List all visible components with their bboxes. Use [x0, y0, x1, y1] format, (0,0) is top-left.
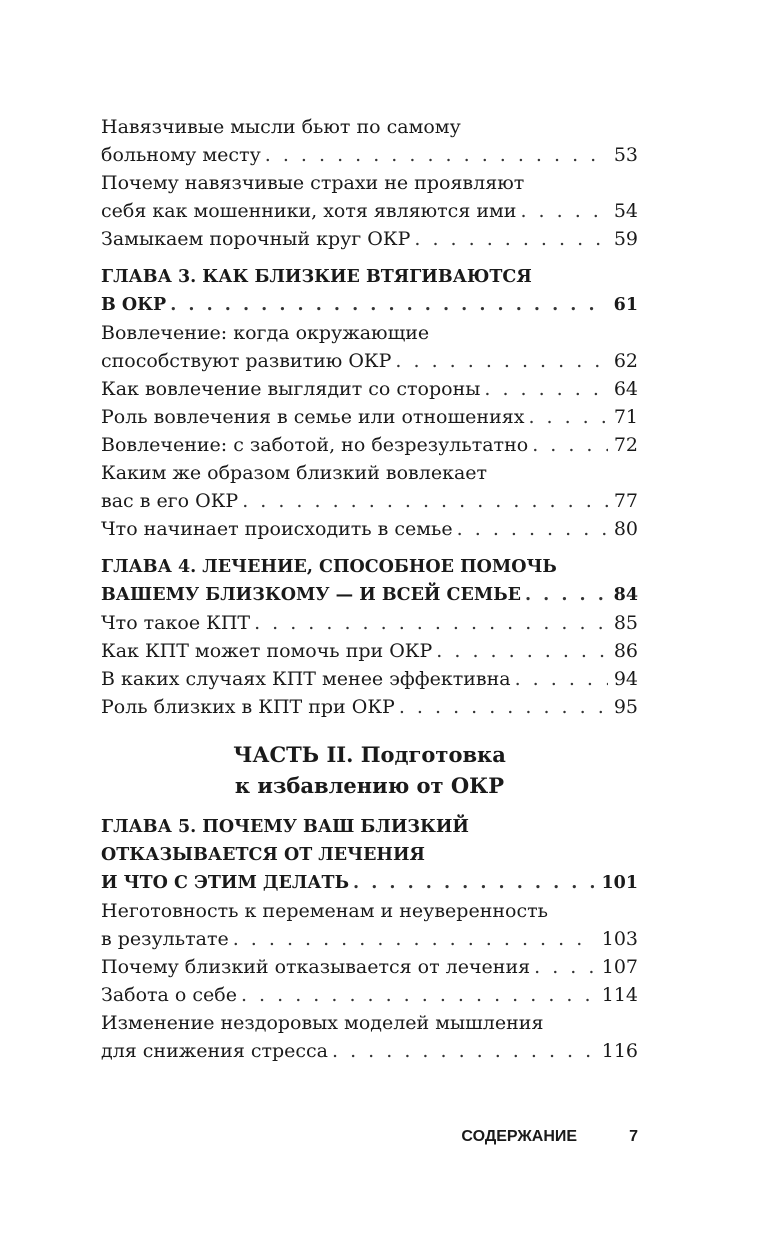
toc-entry[interactable] — [101, 113, 638, 169]
chapter-title: ОТКАЗЫВАЕТСЯ ОТ ЛЕЧЕНИЯ — [101, 845, 425, 865]
entry-title: Изменение нездоровых моделей мышления — [101, 1012, 544, 1034]
chapter-title: ГЛАВА 5. ПОЧЕМУ ВАШ БЛИЗКИЙ — [101, 817, 469, 837]
toc-entry[interactable] — [101, 897, 638, 953]
entry-title: в результате — [101, 928, 229, 950]
entry-title: Роль вовлечения в семье или отношениях — [101, 406, 525, 428]
toc-entry[interactable] — [101, 319, 638, 375]
entry-title: Что такое КПТ — [101, 612, 251, 634]
dot-leader — [436, 637, 608, 665]
dot-leader — [395, 347, 607, 375]
page-number: 84 — [613, 585, 638, 605]
toc-entry[interactable] — [101, 431, 638, 459]
toc-entry[interactable] — [101, 169, 638, 225]
dot-leader — [170, 291, 607, 319]
toc-entry[interactable] — [101, 609, 638, 637]
page-number: 72 — [613, 434, 638, 456]
dot-leader — [353, 869, 595, 897]
dot-leader — [528, 403, 607, 431]
entry-title: способствуют развитию ОКР — [101, 350, 392, 372]
entry-title: Забота о себе — [101, 984, 237, 1006]
toc-entry[interactable] — [101, 981, 638, 1009]
dot-leader — [515, 665, 608, 693]
chapter-title: И ЧТО С ЭТИМ ДЕЛАТЬ — [101, 873, 350, 893]
entry-title: себя как мошенники, хотя являются ими — [101, 200, 517, 222]
page-number: 95 — [613, 696, 638, 718]
page-number: 62 — [613, 350, 638, 372]
toc-entry[interactable] — [101, 665, 638, 693]
page-number: 77 — [613, 490, 638, 512]
page-number: 86 — [613, 640, 638, 662]
entry-title: В каких случаях КПТ менее эффективна — [101, 668, 511, 690]
entry-title: Вовлечение: с заботой, но безрезультатно — [101, 434, 529, 456]
toc-entry[interactable] — [101, 375, 638, 403]
toc-entry[interactable] — [101, 403, 638, 431]
page-number: 61 — [613, 295, 638, 315]
dot-leader — [332, 1037, 596, 1065]
page-number: 116 — [601, 1040, 638, 1062]
page-number: 59 — [613, 228, 638, 250]
entry-title: Почему близкий отказывается от лечения — [101, 956, 531, 978]
dot-leader — [414, 225, 607, 253]
page-number: 54 — [613, 200, 638, 222]
entry-title: Каким же образом близкий вовлекает — [101, 462, 488, 484]
page-number: 71 — [613, 406, 638, 428]
dot-leader — [254, 609, 608, 637]
chapter-title: ГЛАВА 3. КАК БЛИЗКИЕ ВТЯГИВАЮТСЯ — [101, 267, 532, 287]
entry-title: Замыкаем порочный круг ОКР — [101, 228, 411, 250]
dot-leader — [525, 581, 608, 609]
part-2-heading[interactable] — [101, 739, 638, 801]
entry-title: Неготовность к переменам и неуверенность — [101, 900, 548, 922]
part-title-line: к избавлению от ОКР — [234, 773, 505, 798]
chapter-4-heading[interactable] — [101, 553, 638, 609]
entry-title: Как КПТ может помочь при ОКР — [101, 640, 433, 662]
entry-title: для снижения стресса — [101, 1040, 329, 1062]
page-number: 94 — [613, 668, 638, 690]
page-number: 53 — [613, 144, 638, 166]
table-of-contents — [101, 113, 638, 1065]
entry-title: Почему навязчивые страхи не проявляют — [101, 172, 525, 194]
toc-entry[interactable] — [101, 953, 638, 981]
page-number: 114 — [601, 984, 638, 1006]
entry-title: Роль близких в КПТ при ОКР — [101, 696, 395, 718]
toc-entry[interactable] — [101, 1009, 638, 1065]
toc-entry[interactable] — [101, 459, 638, 515]
dot-leader — [520, 197, 607, 225]
page-number: 64 — [613, 378, 638, 400]
dot-leader — [233, 925, 596, 953]
chapter-title: ВАШЕМУ БЛИЗКОМУ — И ВСЕЙ СЕМЬЕ — [101, 585, 521, 605]
toc-entry[interactable] — [101, 225, 638, 253]
dot-leader — [399, 693, 608, 721]
toc-entry[interactable] — [101, 515, 638, 543]
entry-title: Как вовлечение выглядит со стороны — [101, 378, 481, 400]
entry-title: больному месту — [101, 144, 261, 166]
entry-title: Что начинает происходить в семье — [101, 518, 453, 540]
part-title-line: ЧАСТЬ II. Подготовка — [233, 742, 506, 767]
chapter-title: В ОКР — [101, 295, 167, 315]
chapter-5-heading[interactable] — [101, 813, 638, 897]
dot-leader — [457, 515, 608, 543]
page-number: 107 — [601, 956, 638, 978]
entry-title: Вовлечение: когда окружающие — [101, 322, 430, 344]
running-footer — [101, 1128, 638, 1146]
toc-entry[interactable] — [101, 693, 638, 721]
dot-leader — [532, 431, 608, 459]
chapter-3-heading[interactable] — [101, 263, 638, 319]
page-number: 101 — [601, 873, 638, 893]
dot-leader — [242, 487, 608, 515]
dot-leader — [241, 981, 596, 1009]
footer-page-number: 7 — [629, 1128, 638, 1145]
dot-leader — [484, 375, 607, 403]
dot-leader — [534, 953, 596, 981]
entry-title: Навязчивые мысли бьют по самому — [101, 116, 461, 138]
page-number: 103 — [601, 928, 638, 950]
toc-entry[interactable] — [101, 637, 638, 665]
entry-title: вас в его ОКР — [101, 490, 239, 512]
dot-leader — [265, 141, 608, 169]
page-number: 80 — [613, 518, 638, 540]
chapter-title: ГЛАВА 4. ЛЕЧЕНИЕ, СПОСОБНОЕ ПОМОЧЬ — [101, 557, 557, 577]
footer-title: СОДЕРЖАНИЕ — [461, 1128, 578, 1145]
page-number: 85 — [613, 612, 638, 634]
